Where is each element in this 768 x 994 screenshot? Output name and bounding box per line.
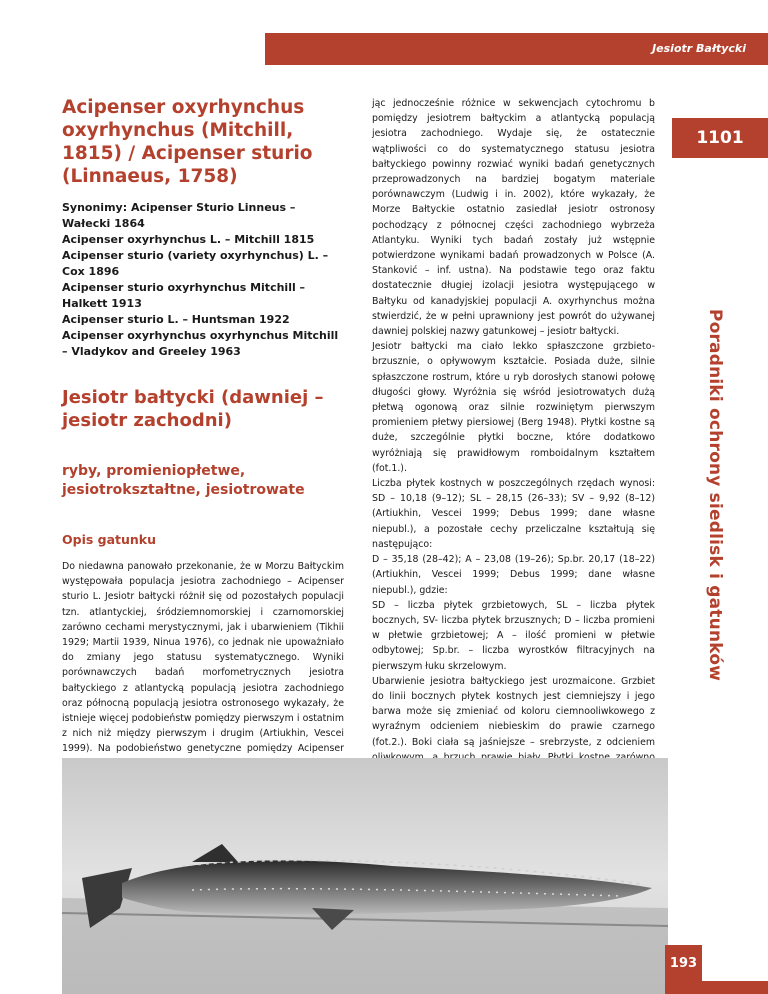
body-paragraph: SD – liczba płytek grzbietowych, SL – liczba płytek bocznych, SV- liczba płytek brzusznych; D – liczba promieni w płetwie grzbietowej; A – ilość promieni w płetwie odbytowej; Sp.br. – liczba wyrostków filtracyjnych na pierwszym łuku skrzelowym. <box>372 599 655 672</box>
page-code-tab: 1101 <box>672 118 768 158</box>
synonym-line: Acipenser oxyrhynchus oxyrhynchus Mitchill – Vladykov and Greeley 1963 <box>62 329 339 358</box>
header-band <box>265 33 768 65</box>
left-body-text: Do niedawna panowało przekonanie, że w Morzu Bałtyckim występowała populacja jesiotra zachodniego – Acipenser sturio L. Jesiotr bałtycki różnił się od pozostałych populacji tzn. atlantyckiej, śródziemnomorskiej i czarnomorskiej zarówno cechami merystycznymi, jak i ubarwieniem (Tikhii 1929; Martii 1939, Ninua 1976), co jednak nie upoważniało do zmiany jego statusu systematycznego. Wyniki porównawczych badań morfometrycznych jesiotra bałtyckiego z atlantycką populacją jesiotra zachodniego oraz północną populacją jesiotra ostronosego wykazały, że istnieje więcej podobieństw pomiędzy pierwszym i ostatnim z nich niż między pierwszym i drugim (Artiukhin, Vescei 1999). Na podobieństwo genetyczne pomiędzy Acipenser <box>62 561 344 755</box>
sturgeon-photo <box>62 758 668 994</box>
body-paragraph: Ubarwienie jesiotra bałtyckiego jest urozmaicone. Grzbiet do linii bocznych płytek kostnych jest ciemniejszy i jego barwa może się zmieniać od koloru ciemnooliwkowego z wyraźnym odcieniem niebieskim do prawie czarnego (fot.2.). Boki ciała są jaśniejsze – srebrzyste, z odcieniem <box>372 675 655 748</box>
synonym-line: Acipenser sturio L. – Huntsman 1922 <box>62 313 290 326</box>
sturgeon-illustration <box>62 758 668 994</box>
series-title: Poradniki ochrony siedlisk i gatunków <box>705 308 725 682</box>
synonym-line: Acipenser sturio (variety oxyrhynchus) L. – Cox 1896 <box>62 249 329 278</box>
synonym-line: Acipenser sturio oxyrhynchus Mitchill – Halkett 1913 <box>62 281 306 310</box>
common-name-heading: Jesiotr bałtycki (dawniej – jesiotr zachodni) <box>62 387 324 431</box>
page-number: 193 <box>665 945 702 981</box>
species-title: Acipenser oxyrhynchus oxyrhynchus (Mitchill, 1815) / Acipenser sturio (Linnaeus, 1758) <box>62 97 313 187</box>
body-paragraph: jąc jednocześnie różnice w sekwencjach cytochromu b pomiędzy jesiotrem bałtyckim a atlantycką populacją jesiotra zachodniego. Wydaje się, że ostatecznie wątpliwości co do systematycznego statusu jesiotra bałtyckiego powinny rozwiać wyniki badań genetycznych przeprowadzonych na bardziej bogatym materiale porównawczym (Ludwig i in. 2002), które wykazały, że Morze Bałtyckie ostatnio zasiedlał jesiotr ostronosy pochodzący z północnej części zachodniego wybrzeża Atlantyku. Wyniki tych badań zostały już wstępnie potwierdzone wynikami badań prowadzonych w Polsce (A. Stanković – inf. ustna). Na podstawie tego oraz faktu dostatecznie długiej izolacji jesiotra występującego w Bałtyku od kanadyjskiej populacji A. oxyrhynchus można stwierdzić, że w pełni uprawniony jest powrót do używanej dawniej polskiej nazwy gatunkowej – jesiotr bałtycki. <box>372 98 655 338</box>
running-header-title: Jesiotr Bałtycki <box>652 42 746 55</box>
right-column <box>372 96 655 780</box>
synonym-line: Acipenser oxyrhynchus L. – Mitchill 1815 <box>62 233 315 246</box>
synonyms-list <box>62 200 344 360</box>
synonym-line: Synonimy: Acipenser Sturio Linneus – Wałecki 1864 <box>62 201 296 230</box>
left-column <box>62 96 344 796</box>
body-paragraph: Liczba płytek kostnych w poszczególnych rzędach wynosi: SD – 10,18 (9–12); SL – 28,15 (26–33); SV – 9,92 (8–12) (Artiukhin, Vescei 1999; Debus 1999; dane własne niepubl.), a pozostałe cechy przeliczalne kształtują się następująco: <box>372 478 655 550</box>
bottom-accent-strip <box>665 981 768 994</box>
taxonomy-heading: ryby, promieniopłetwe, jesiotrokształtne, jesiotrowate <box>62 463 305 498</box>
series-title-band <box>663 240 768 750</box>
body-paragraph: Jesiotr bałtycki ma ciało lekko spłaszczone grzbieto-brzusznie, o opływowym kształcie. Posiada duże, silnie spłaszczone rostrum, które u ryb dorosłych stanowi połowę długości głowy. Wyróżnia się wśród jesiotrowatych dużą płetwą ogonową oraz silnie rozwiniętym pierwszym promieniem płetwy piersiowej (Berg 1948). Płytki kostne są duże, szczególnie płytki boczne, które dodatkowo wyróżniają się prawidłowym romboidalnym kształtem (fot.1.). <box>372 341 655 474</box>
body-paragraph: D – 35,18 (28–42); A – 23,08 (19–26); Sp.br. 20,17 (18–22) (Artiukhin, Vescei 1999; Debus 1999; dane własne niepubl.), gdzie: <box>372 554 655 596</box>
section-heading: Opis gatunku <box>62 532 157 547</box>
